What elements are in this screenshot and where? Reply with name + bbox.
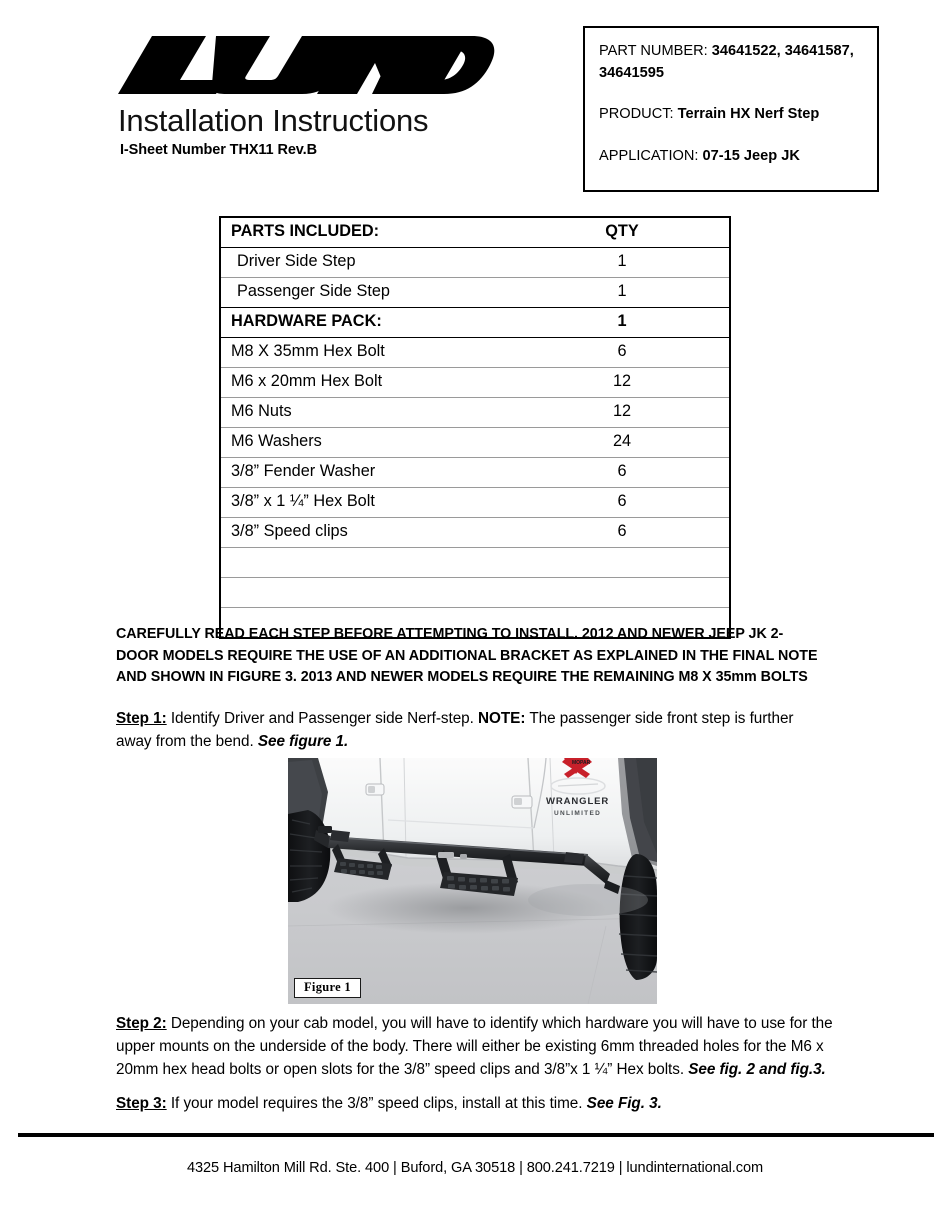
step-3-text: If your model requires the 3/8” speed clips, install at this time. [166, 1095, 587, 1112]
part-description: Driver Side Step [220, 248, 549, 278]
svg-text:MOPAR: MOPAR [572, 760, 591, 766]
table-row [220, 398, 730, 428]
step-2-paragraph [116, 1013, 838, 1082]
step-1-figure-reference: See figure 1. [257, 732, 349, 750]
step-3-paragraph [116, 1093, 838, 1116]
part-description: 3/8” Fender Washer [220, 458, 549, 488]
step-1-note-label: NOTE: [478, 710, 526, 727]
part-number-line [599, 41, 877, 84]
wrangler-decal: WRANGLER [546, 796, 610, 807]
table-header-row [220, 217, 730, 248]
table-row [220, 428, 730, 458]
part-description [220, 578, 549, 608]
column-header-parts: PARTS INCLUDED: [220, 217, 549, 248]
figure-1-photo [288, 758, 657, 1004]
part-quantity: 1 [549, 248, 730, 278]
part-description: M6 Washers [220, 428, 549, 458]
footer-divider [18, 1133, 934, 1137]
step-3-figure-reference: See Fig. 3. [586, 1095, 662, 1112]
part-description: 3/8” Speed clips [220, 518, 549, 548]
table-row [220, 368, 730, 398]
product-line [599, 104, 877, 126]
part-description: 3/8” x 1 ¼” Hex Bolt [220, 488, 549, 518]
parts-table-body [220, 217, 730, 638]
step-1-label: Step 1: [116, 710, 167, 727]
registered-trademark-symbol: ® [482, 41, 491, 53]
table-row-hardware-pack [220, 308, 730, 338]
part-number-value: 34641522, 34641587, 34641595 [599, 43, 854, 81]
table-row [220, 338, 730, 368]
product-info-box [583, 26, 879, 192]
table-row [220, 458, 730, 488]
parts-included-table [219, 216, 731, 639]
part-quantity [549, 578, 730, 608]
table-row-empty [220, 578, 730, 608]
step-2-figure-reference: See fig. 2 and fig.3. [688, 1060, 826, 1078]
part-quantity: 1 [549, 278, 730, 308]
product-value: Terrain HX Nerf Step [677, 106, 820, 123]
step-1-paragraph [116, 708, 828, 754]
part-description: HARDWARE PACK: [220, 308, 549, 338]
application-value: 07-15 Jeep JK [702, 147, 800, 164]
part-description [220, 548, 549, 578]
application-line [599, 146, 877, 168]
part-quantity [549, 548, 730, 578]
table-row [220, 278, 730, 308]
product-label: PRODUCT: [599, 106, 678, 123]
part-description: M6 x 20mm Hex Bolt [220, 368, 549, 398]
table-row [220, 518, 730, 548]
part-quantity: 24 [549, 428, 730, 458]
figure-1-caption: Figure 1 [294, 978, 361, 998]
step-2-text: Depending on your cab model, you will have to identify which hardware you will have to use for the upper mounts on the underside of the body. There will either be existing 6mm threaded holes for the M6 x 20mm hex head bolts or open slots for the 3/8” speed clips and 3/8”x 1 ¼” Hex bolts. [116, 1015, 833, 1078]
part-description: Passenger Side Step [220, 278, 549, 308]
part-number-label: PART NUMBER: [599, 43, 712, 59]
part-quantity: 12 [549, 368, 730, 398]
part-quantity: 6 [549, 338, 730, 368]
step-1-text-b: The passenger side front step is further away from the bend. [116, 710, 794, 750]
part-quantity: 6 [549, 488, 730, 518]
table-row-empty [220, 548, 730, 578]
part-quantity: 1 [549, 308, 730, 338]
table-row [220, 488, 730, 518]
table-row [220, 248, 730, 278]
footer-address: 4325 Hamilton Mill Rd. Ste. 400 | Buford, GA 30518 | 800.241.7219 | lundinternational.com [186, 1160, 764, 1176]
isheet-number: I-Sheet Number THX11 Rev.B [120, 142, 317, 159]
jeep-side-view-illustration [288, 758, 657, 1004]
document-header [100, 34, 520, 158]
step-1-text-a: Identify Driver and Passenger side Nerf-step. [166, 710, 479, 727]
column-header-qty: QTY [549, 217, 730, 248]
application-label: APPLICATION: [599, 147, 703, 164]
part-description: M6 Nuts [220, 398, 549, 428]
part-description: M8 X 35mm Hex Bolt [220, 338, 549, 368]
page-title: Installation Instructions [118, 103, 429, 138]
step-2-label: Step 2: [116, 1015, 167, 1032]
unlimited-decal: UNLIMITED [554, 810, 602, 817]
part-quantity: 6 [549, 458, 730, 488]
lund-logo [100, 34, 500, 96]
part-quantity: 6 [549, 518, 730, 548]
part-quantity: 12 [549, 398, 730, 428]
step-3-label: Step 3: [116, 1095, 167, 1112]
warning-note: CAREFULLY READ EACH STEP BEFORE ATTEMPTING TO INSTALL. 2012 AND NEWER JEEP JK 2-DOOR MODELS REQUIRE THE USE OF AN ADDITIONAL BRACKET AS EXPLAINED IN THE FINAL NOTE AND SHOWN IN FIGURE 3. 2013 AND NEWER MODELS REQUIRE THE REMAINING M8 X 35mm BOLTS [116, 626, 818, 686]
